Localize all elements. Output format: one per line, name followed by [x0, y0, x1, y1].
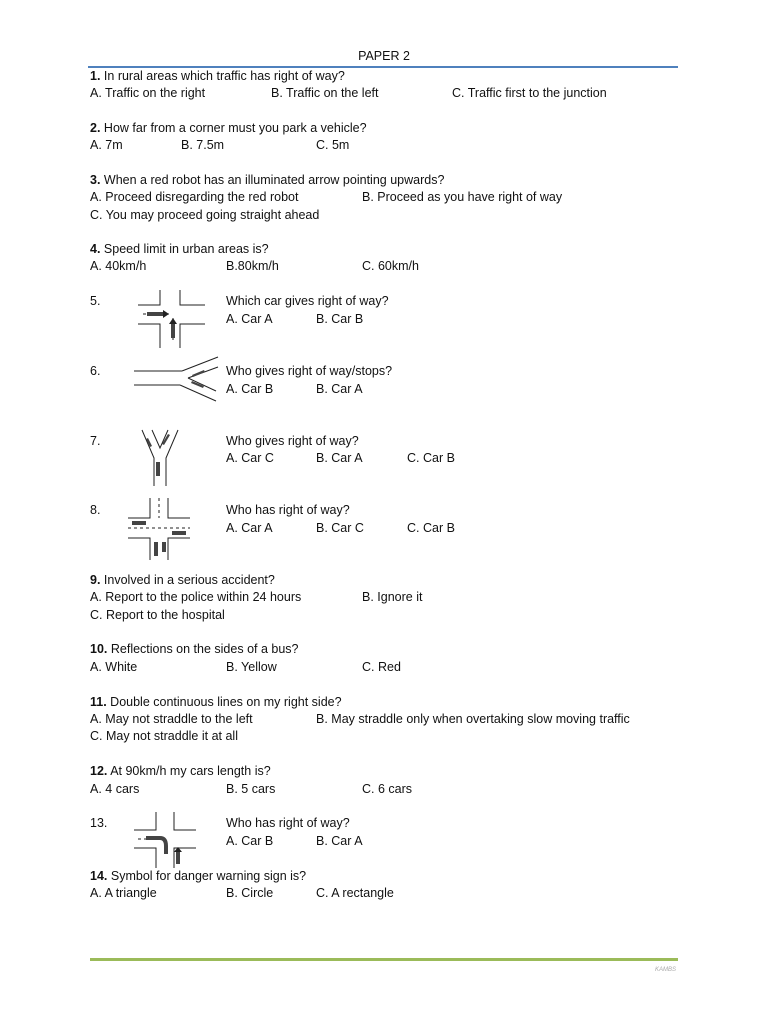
question-number: 5. [90, 294, 101, 308]
question-text: Which car gives right of way? [226, 294, 389, 308]
option-4c: C. 60km/h [362, 259, 419, 273]
question-text: Double continuous lines on my right side? [110, 695, 342, 709]
option-13a: A. Car B [226, 834, 274, 848]
question-10 [90, 641, 299, 657]
option-1a: A. Traffic on the right [90, 86, 206, 100]
option-10b: B. Yellow [226, 660, 277, 674]
option-9c: C. Report to the hospital [90, 608, 225, 622]
question-4 [90, 241, 269, 257]
option-7b: B. Car A [316, 451, 363, 465]
option-10a: A. White [90, 660, 138, 674]
question-number: 10. [90, 642, 108, 656]
crossroads-diagram-icon [128, 498, 190, 560]
option-14b: B. Circle [226, 886, 274, 900]
option-11a: A. May not straddle to the left [90, 712, 253, 726]
option-3c: C. You may proceed going straight ahead [90, 208, 320, 222]
option-2c: C. 5m [316, 138, 350, 152]
option-4a: A. 40km/h [90, 259, 147, 273]
footer-rule [90, 958, 678, 961]
intersection-turning-diagram-icon [134, 812, 198, 868]
option-8b: B. Car C [316, 521, 364, 535]
merging-lanes-diagram-icon [132, 355, 222, 405]
question-14 [90, 868, 306, 884]
option-1b: B. Traffic on the left [271, 86, 379, 100]
option-4b: B.80km/h [226, 259, 279, 273]
option-12b: B. 5 cars [226, 782, 276, 796]
option-14a: A. A triangle [90, 886, 157, 900]
option-3a: A. Proceed disregarding the red robot [90, 190, 299, 204]
question-number: 6. [90, 364, 101, 378]
question-number: 1. [90, 69, 101, 83]
question-text: When a red robot has an illuminated arrow pointing upwards? [103, 173, 445, 187]
question-text: Symbol for danger warning sign is? [110, 869, 307, 883]
question-text: Reflections on the sides of a bus? [110, 642, 299, 656]
footer-mark: KAMBS [655, 967, 677, 973]
option-8a: A. Car A [226, 521, 273, 535]
option-11c: C. May not straddle it at all [90, 729, 238, 743]
question-text: Involved in a serious accident? [103, 573, 275, 587]
option-3b: B. Proceed as you have right of way [362, 190, 563, 204]
question-9 [90, 572, 275, 588]
option-1c: C. Traffic first to the junction [452, 86, 607, 100]
page-title: PAPER 2 [358, 49, 410, 63]
option-14c: C. A rectangle [316, 886, 394, 900]
question-text: Who gives right of way/stops? [226, 364, 393, 378]
option-13b: B. Car A [316, 834, 363, 848]
question-number: 4. [90, 242, 101, 256]
question-text: At 90km/h my cars length is? [110, 764, 271, 778]
option-5b: B. Car B [316, 312, 364, 326]
question-text: How far from a corner must you park a vehicle? [103, 121, 367, 135]
y-junction-diagram-icon [138, 428, 182, 486]
option-6b: B. Car A [316, 382, 363, 396]
question-number: 14. [90, 869, 108, 883]
question-number: 12. [90, 764, 108, 778]
option-12a: A. 4 cars [90, 782, 140, 796]
question-12 [90, 763, 271, 779]
option-7c: C. Car B [407, 451, 455, 465]
option-2a: A. 7m [90, 138, 123, 152]
option-5a: A. Car A [226, 312, 273, 326]
question-text: In rural areas which traffic has right of way? [103, 69, 345, 83]
intersection-diagram-icon [133, 290, 213, 348]
question-3 [90, 172, 444, 188]
question-number: 13. [90, 816, 108, 830]
question-number: 2. [90, 121, 101, 135]
option-12c: C. 6 cars [362, 782, 413, 796]
question-number: 11. [90, 695, 107, 709]
question-number: 9. [90, 573, 101, 587]
question-text: Who gives right of way? [226, 434, 359, 448]
option-9a: A. Report to the police within 24 hours [90, 590, 302, 604]
question-number: 3. [90, 173, 101, 187]
option-6a: A. Car B [226, 382, 274, 396]
question-11 [90, 694, 342, 710]
option-11b: B. May straddle only when overtaking slow moving traffic [316, 712, 630, 726]
question-number: 7. [90, 434, 101, 448]
option-8c: C. Car B [407, 521, 455, 535]
question-text: Who has right of way? [226, 816, 350, 830]
question-1 [90, 68, 345, 84]
question-number: 8. [90, 503, 101, 517]
question-text: Who has right of way? [226, 503, 350, 517]
question-2 [90, 120, 367, 136]
option-2b: B. 7.5m [181, 138, 225, 152]
question-text: Speed limit in urban areas is? [103, 242, 269, 256]
option-7a: A. Car C [226, 451, 274, 465]
option-10c: C. Red [362, 660, 401, 674]
option-9b: B. Ignore it [362, 590, 423, 604]
